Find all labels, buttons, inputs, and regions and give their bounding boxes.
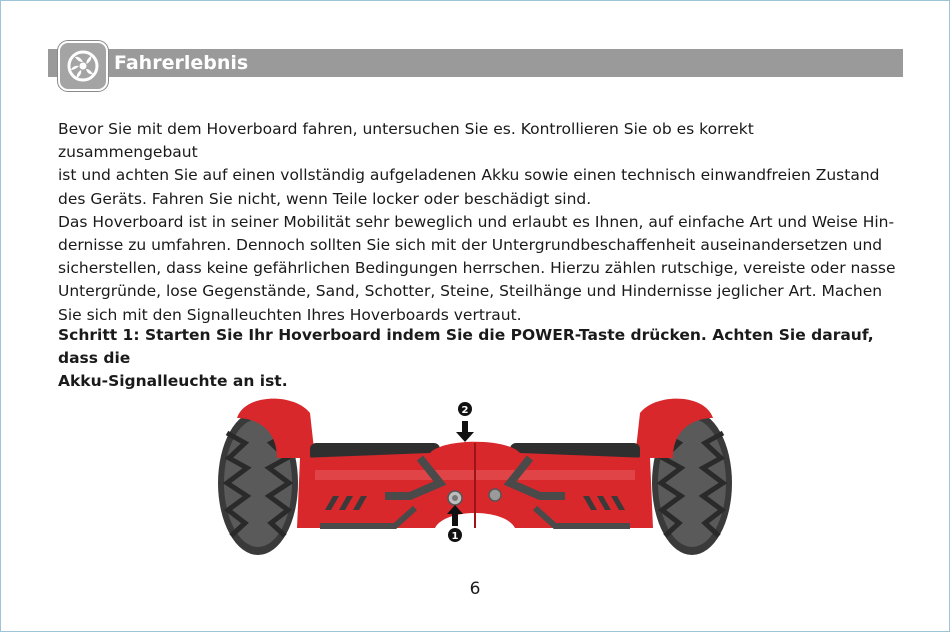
- hoverboard-illustration: [215, 388, 735, 563]
- wheel-icon: [58, 41, 108, 91]
- callout-2-number: 2: [461, 405, 469, 416]
- text-line: dernisse zu umfahren. Dennoch sollten Sie sich mit der Untergrundbeschaffenheit auseinandersetzen und: [58, 236, 883, 255]
- text-line: des Geräts. Fahren Sie nicht, wenn Teile locker oder beschädigt sind.: [58, 189, 592, 208]
- power-button: [448, 491, 462, 505]
- step-instruction: [58, 324, 898, 394]
- section-title: Fahrerlebnis: [114, 52, 249, 74]
- text-line: Das Hoverboard ist in seiner Mobilität sehr beweglich und erlaubt es Ihnen, auf einfache Art und Weise Hin-: [58, 212, 895, 231]
- charging-port: [489, 489, 501, 501]
- text-line: sicherstellen, dass keine gefährlichen Bedingungen herrschen. Hierzu zählen rutschige, vereiste oder nasse: [58, 259, 896, 278]
- text-line: Untergründe, lose Gegenstände, Sand, Schotter, Steine, Steilhänge und Hindernisse jeglicher Art. Machen: [58, 282, 883, 301]
- text-line: Sie sich mit den Signalleuchten Ihres Hoverboards vertraut.: [58, 305, 522, 324]
- page-number: 6: [469, 579, 481, 599]
- step-line: Schritt 1: Starten Sie Ihr Hoverboard indem Sie die POWER-Taste drücken. Achten Sie darauf, dass die: [58, 326, 874, 368]
- text-line: ist und achten Sie auf einen vollständig aufgeladenen Akku sowie einen technisch einwandfreien Zustand: [58, 166, 880, 185]
- callout-1-number: 1: [451, 531, 459, 542]
- text-line: Bevor Sie mit dem Hoverboard fahren, untersuchen Sie es. Kontrollieren Sie ob es korrekt zusammengebaut: [58, 120, 754, 162]
- callout-2: [456, 402, 474, 442]
- step-line: Akku-Signalleuchte an ist.: [58, 372, 288, 391]
- intro-text: [58, 118, 898, 327]
